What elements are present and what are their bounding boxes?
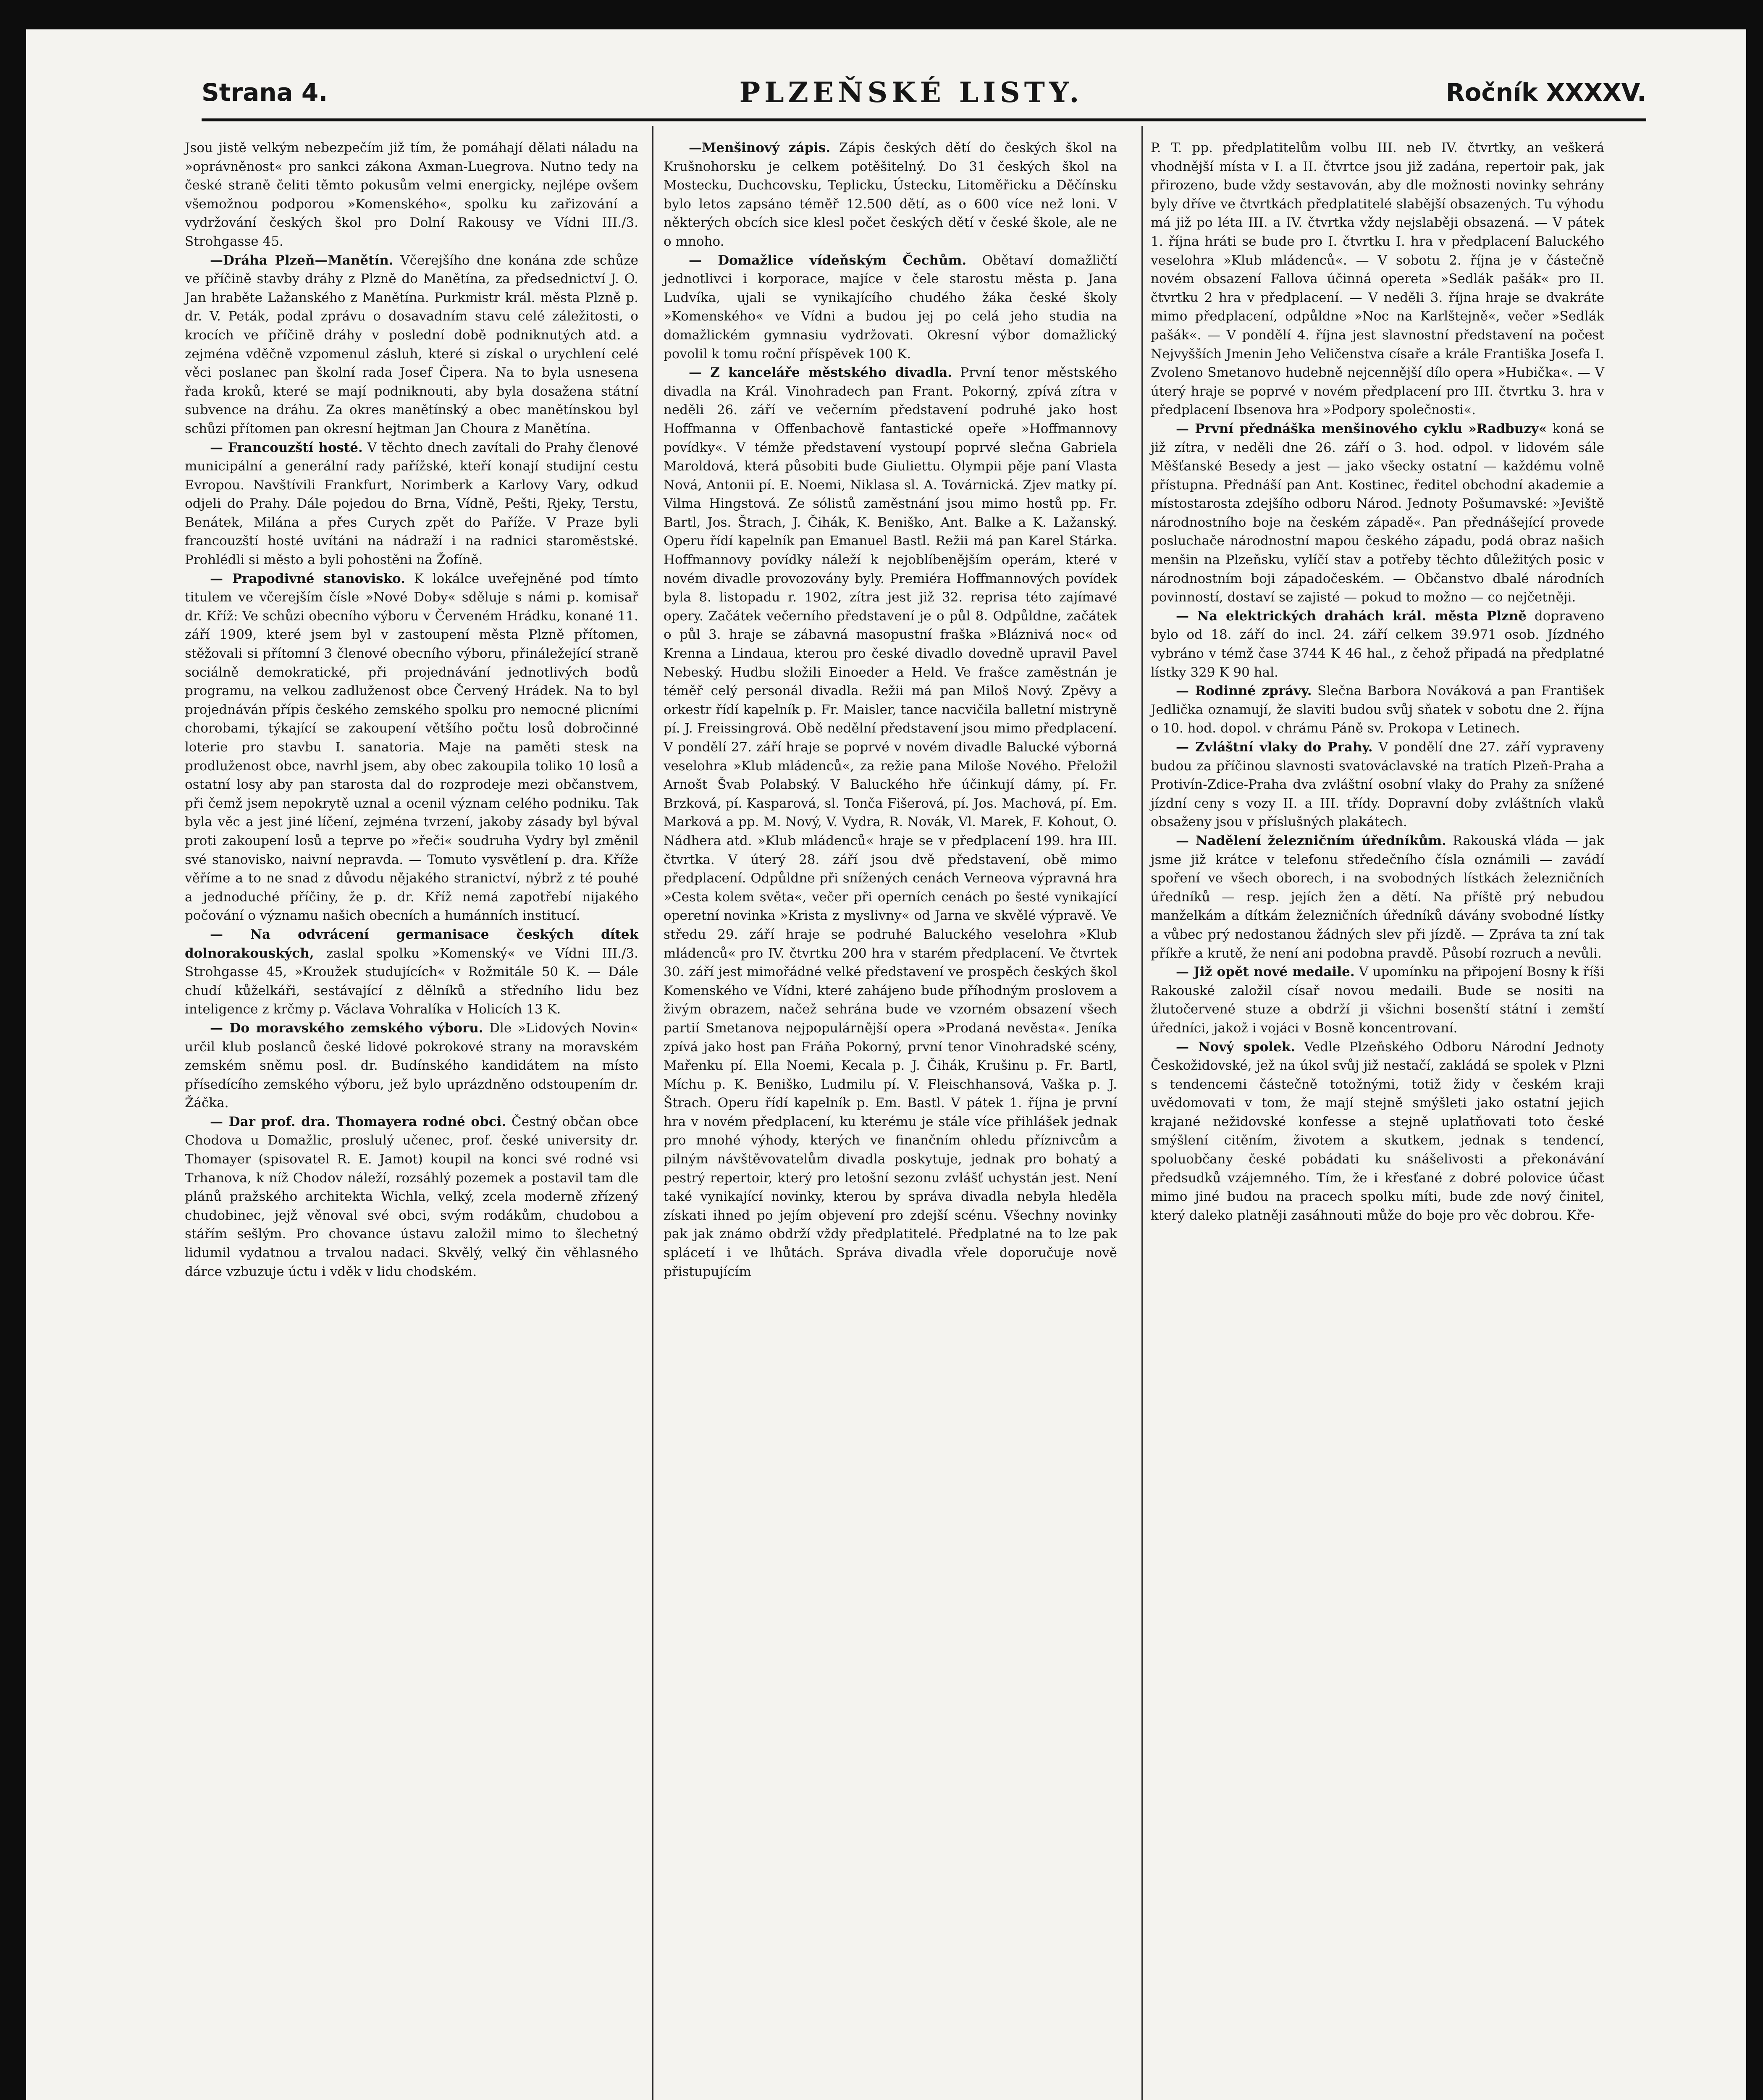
article-paragraph [1151, 139, 1604, 420]
article-body: V těchto dnech zavítali do Prahy členové municipální a generální rady pařížské, kteří konají studijní cestu Evropou. Navštívili Frankfurt, Norimberk a Karlovy Vary, odkud odjeli do Prahy. Dále pojedou do Brna, Vídně, Pešti, Rjeky, Terstu, Benátek, Milána a přes Curych zpět do Paříže. V Praze byli francouzští hosté uvítáni na nádraží i na radnici staroměstské. Prohlédli si město a byli pohostěni na Žofíně. [185, 440, 638, 568]
article-body: Rakouská vláda — jak jsme již krátce v telefonu středečního čísla oznámili — zavádí spoření ve všech oborech, i na svobodných lístkách železničních úředníků — resp. jejích žen a dětí. Na příště prý nebudou manželkám a dítkám železničních úředníků dávány svobodné lístky a vůbec prý nedostanou žádných slev při jízdě. — Zpráva ta zní tak příkře a krutě, že není ani podobna pravdě. Působí rozruch a nevůli. [1151, 833, 1605, 961]
scan-border-left [0, 0, 26, 2100]
article-paragraph [1151, 682, 1604, 738]
article-body: P. T. pp. předplatitelům volbu III. neb IV. čtvrtky, an veškerá vhodnější místa v I. a II. čtvrtce jsou již zadána, repertoir pak, jak přirozeno, bude vždy sestavován, aby dle možnosti novinky sehrány byly dříve ve čtvrtkách předplatitelé slabější obsazených. Tu výhodu má již po léta III. a IV. čtvrtka vždy nejslaběji obsazená. — V pátek 1. října hráti se bude pro I. čtvrtku I. hra v předplacení Baluckého veselohra »Klub mládenců«. — V sobotu 2. října je v částečně novém obsazení Fallova účinná opereta »Sedlák pašák« pro II. čtvrtku 2 hra v předplacení. — V neděli 3. října hraje se dvakráte mimo předplacení, odpůldne »Noc na Karlštejně«, večer »Sedlák pašák«. — V pondělí 4. října jest slavnostní představení na počest Nejvyšších Jmenin Jeho Veličenstva císaře a krále Františka Josefa I. Zvoleno Smetanovo hudebně nejcennější dílo opera »Hubička«. — V úterý hraje se poprvé v novém předplacení pro III. čtvrtku 3. hra v předplacení Ibsenova hra »Podpory společnosti«. [1151, 140, 1604, 418]
column-divider [652, 126, 653, 2100]
article-paragraph [185, 570, 638, 925]
article-body: koná se již zítra, v neděli dne 26. září o 3. hod. odpol. v lidovém sále Měšťanské Besedy a jest — jako všecky ostatní — každému volně přístupna. Přednáší pan Ant. Kostinec, ředitel obchodní akademie a místostarosta zdejšího odboru Národ. Jednoty Pošumavské: »Jeviště národnostního boje na českém západě«. Pan přednášející provede posluchače národnostní mapou českého západu, podá obraz našich menšin na Plzeňsku, vylíčí stav a potřeby těchto důležitých posic v národnostním boji západočeském. — Občanstvo dbalé národních povinností, dostaví se zajisté — pokud to možno — co nejčetněji. [1151, 421, 1604, 605]
article-paragraph [664, 363, 1117, 1281]
column-divider [1141, 126, 1143, 2100]
article-paragraph [185, 438, 638, 570]
article-paragraph [185, 925, 638, 1019]
article-paragraph [1151, 1038, 1604, 1225]
article-paragraph [1151, 963, 1604, 1037]
article-headline: — Do moravského zemského výboru. [210, 1020, 483, 1036]
article-headline: — Již opět nové medaile. [1176, 964, 1355, 980]
article-headline: — Dar prof. dra. Thomayera rodné obci. [210, 1114, 506, 1129]
article-body: Čestný občan obce Chodova u Domažlic, proslulý učenec, prof. české university dr. Thomayer (spisovatel R. E. Jamot) koupil na konci své rodné vsi Trhanova, k níž Chodov náleží, rozsáhlý pozemek a postavil tam dle plánů pražského architekta Wichla, velký, zcela moderně zřízený chudobinec, jejž věnoval své obci, svým rodákům, chudobou a stářím sešlým. Pro chovance ústavu založil mimo to šlechetný lidumil vydatnou a trvalou nadaci. Skvělý, velký čin věhlasného dárce vzbuzuje úctu i vděk v lidu chodském. [185, 1114, 638, 1279]
scan-border-right [1746, 0, 1763, 2100]
column-2 [664, 139, 1117, 1281]
article-paragraph [185, 1019, 638, 1113]
article-body: V upomínku na připojení Bosny k říši Rakouské založil císař novou medaili. Bude se nositi na žlutočervené stuze a obdrží ji všichni bosenští státní i zemští úředníci, jakož i vojáci v Bosně koncentrovaní. [1151, 964, 1604, 1036]
article-body: Zápis českých dětí do českých škol na Krušnohorsku je celkem potěšitelný. Do 31 českých škol na Mostecku, Duchcovsku, Teplicku, Ústecku, Litoměřicku a Děčínsku bylo letos zapsáno téměř 12.500 dětí, as o 600 více než loni. V některých obcích sice klesl počet českých dětí v české škole, ale ne o mnoho. [664, 140, 1117, 249]
article-body: V pondělí dne 27. září vypraveny budou za příčinou slavnosti svatováclavské na tratích Plzeň-Praha a Protivín-Zdice-Praha dva zvláštní osobní vlaky do Prahy za snížené jízdní ceny s vozy II. a III. třídy. Dopravní doby zvláštních vlaků obsaženy jsou v příslušných plakátech. [1151, 740, 1604, 830]
article-paragraph [185, 139, 638, 251]
page-header [202, 74, 1646, 111]
article-paragraph [185, 251, 638, 438]
article-body: Dle »Lidových Novin« určil klub poslanců české lidové pokrokové strany na moravském zemském sněmu posl. dr. Budínského kandidátem na místo přísedícího zemského výboru, jež bylo uprázdněno odstoupením dr. Žáčka. [185, 1020, 638, 1111]
article-body: K lokálce uveřejněné pod tímto titulem ve včerejším čísle »Nové Doby« sděluje s námi p. komisař dr. Kříž: Ve schůzi obecního výboru v Červeném Hrádku, konané 11. září 1909, které jsem byl v zastoupení města Plzně přítomen, stěžovali si přítomní 3 členové obecního výboru, přináležející straně sociálně demokratické, při projednávání jednotlivých bodů programu, na velkou zadluženost obce Červený Hrádek. Na to byl projednáván přípis českého zemského spolku pro nemocné plicními chorobami, týkající se zakoupení většího počtu losů dobročinné loterie pro stavbu I. sanatoria. Maje na paměti stesk na prodluženost obce, navrhl jsem, aby obec zakoupila toliko 10 losů a ostatní losy aby pan starosta dal do rozprodeje mezi občanstvem, při čemž jsem nepokrytě uznal a ocenil význam celého podniku. Tak byla věc a jest jiné líčení, zejména tvrzení, jakoby zásady byl býval proti zakoupení losů a teprve po »řeči« soudruha Vydry byl změnil své stanovisko, naivní nepravda. — Tomuto vysvětlení p. dra. Kříže věříme a to ne snad z důvodu nějakého stranictví, nýbrž z té pouhé a jednoduché příčiny, že p. dr. Kříž nemá zapotřebí nijakého počování o významu našich obecních a humánních institucí. [185, 571, 638, 924]
article-body: Vedle Plzeňského Odboru Národní Jednoty Českožidovské, jež na úkol svůj již nestačí, zakládá se spolek v Plzni s tendencemi částečně totožnými, totiž židy v českém kraji uvědomovati v tom, že mají stejně smýšleti jako ostatní jejich krajané nežidovské konfesse a stejně uplatňovati toto české smýšlení citěním, životem a skutkem, jednak s tendencí, spoluobčany české pobádati ku snášelivosti a překonávání předsudků vzájemného. Tím, že i křesťané z dobré polovice účast mimo jiné budou na pracech spolku míti, bude zde nový činitel, který daleko platněji zasáhnouti může do boje pro věc dobrou. Kře- [1151, 1039, 1605, 1223]
scan-border-top [0, 0, 1763, 29]
article-body: Jsou jistě velkým nebezpečím již tím, že pomáhají dělati náladu na »oprávněnost« pro sankci zákona Axman-Luegrova. Nutno tedy na české straně čeliti těmto pokusům velmi energicky, nejlépe ovšem všemožnou podporou »Komenského«, spolku ku zařizování a vydržování českých škol pro Dolní Rakousy ve Vídni III./3. Strohgasse 45. [185, 140, 638, 249]
article-body: dopraveno bylo od 18. září do incl. 24. září celkem 39.971 osob. Jízdného vybráno v témž čase 3744 K 46 hal., z čehož připadá na předplatné lístky 329 K 90 hal. [1151, 608, 1604, 680]
column-3 [1151, 139, 1604, 1225]
article-headline: — Domažlice vídeňským Čechům. [689, 252, 967, 268]
article-paragraph [1151, 420, 1604, 607]
article-headline: — První přednáška menšinového cyklu »Radbuzy« [1176, 421, 1547, 436]
article-paragraph [1151, 607, 1604, 682]
article-body: Včerejšího dne konána zde schůze ve příčině stavby dráhy z Plzně do Manětína, za předsednictví J. O. Jan hraběte Lažanského z Manětína. Purkmistr král. města Plzně p. dr. V. Peták, podal zprávu o dosavadním stavu celé záležitosti, o krocích ve příčině dráhy v poslední době podniknutých atd. a zejména vděčně vzpomenul zásluh, které si získal o urychlení celé věci poslanec pan školní rada Josef Čipera. Na to byla usnesena řada kroků, které se mají podniknouti, aby byla dosažena státní subvence na dráhu. Za okres manětínský a obec manětínskou byl schůzi přítomen pan okresní hejtman Jan Choura z Manětína. [185, 252, 639, 436]
header-rule [202, 118, 1646, 121]
article-paragraph [664, 251, 1117, 364]
volume-number: Ročník XXXXV. [1446, 78, 1646, 107]
article-headline: —Dráha Plzeň—Manětín. [210, 252, 394, 268]
article-body: Obětaví domažličtí jednotlivci i korporace, majíce v čele starostu města p. Jana Ludvíka, ujali se vynikajícího chudého žáka české školy »Komenského« ve Vídni a budou jej po celá jeho studia na domažlickém gymnasiu vydržovati. Okresní výbor domažlický povolil k tomu roční příspěvek 100 K. [664, 252, 1117, 362]
article-headline: — Na odvrácení germanisace českých dítek dolnorakouských, [185, 927, 638, 961]
article-headline: — Zvláštní vlaky do Prahy. [1176, 740, 1373, 755]
article-body: Slečna Barbora Nováková a pan František Jedlička oznamují, že slaviti budou svůj sňatek v sobotu dne 2. října o 10. hod. dopol. v chrámu Páně sv. Prokopa v Letinech. [1151, 683, 1604, 736]
article-body: První tenor městského divadla na Král. Vinohradech pan Frant. Pokorný, zpívá zítra v neděli 26. září ve večerním představení podruhé jako host Hoffmanna v Offenbachově fantastické opeře »Hoffmannovy povídky«. V témže představení vystoupí poprvé slečna Gabriela Maroldová, která působiti bude Giuliettu. Olympii pěje paní Vlasta Nová, Antonii pí. E. Noemi, Niklasa sl. A. Továrnická. Zjev matky pí. Vilma Hingstová. Ze sólistů zaměstnání jsou mimo hostů pp. Fr. Bartl, Jos. Štrach, J. Čihák, K. Beniško, Ant. Balke a K. Lažanský. Operu řídí kapelník pan Emanuel Bastl. Režii má pan Karel Stárka. Hoffmannovy povídky náleží k nejoblíbenějším operám, které v novém divadle provozovány byly. Premiéra Hoffmannových povídek byla 8. listopadu r. 1902, zítra jest již 32. reprisa této zajímavé opery. Začátek večerního představení je o půl 8. Odpůldne, začátek o půl 3. hraje se zábavná masopustní fraška »Bláznivá noc« od Krenna a Lindaua, kterou pro české divadlo dovedně upravil Pavel Nebeský. Hudbu složili Einoeder a Held. Ve frašce zaměstnán je téměř celý personál divadla. Režii má pan Miloš Nový. Zpěvy a orkestr řídí kapelník p. Fr. Maisler, tance nacvičila balletní mistryně pí. J. Freissingrová. Obě nedělní představení jsou mimo předplacení. V pondělí 27. září hraje se poprvé v novém divadle Balucké výborná veselohra »Klub mládenců«, za režie pana Miloše Nového. Přeložil Arnošt Švab Polabský. V Baluckého hře účinkují dámy, pí. Fr. Brzková, pí. Kasparová, sl. Tonča Fišerová, pí. Jos. Machová, pí. Em. Marková a pp. M. Nový, V. Vydra, R. Novák, Vl. Marek, F. Kohout, O. Nádhera atd. »Klub mládenců« hraje se v předplacení 199. hra III. čtvrtka. V úterý 28. září jsou dvě představení, obě mimo předplacení. Odpůldne při snížených cenách Verneova výpravná hra »Cesta kolem světa«, večer při operních cenách po šesté vynikající operetní novinka »Krista z myslivny« od Jarna ve skvělé výpravě. Ve středu 29. září hraje se podruhé Baluckého veselohra »Klub mládenců« pro IV. čtvrtku 200 hra v starém předplacení. Ve čtvrtek 30. září jest mimořádné velké představení ve prospěch českých škol Komenského ve Vídni, které zahájeno bude příhodným proslovem a živým obrazem, načež sehrána bude ve vzorném obsazení všech partií Smetanova nejpopulárnější opera »Prodaná nevěsta«. Jeníka zpívá jako host pan Fráňa Pokorný, první tenor Vinohradské scény, Mařenku pí. Ella Noemi, Kecala p. J. Čihák, Krušinu p. Fr. Bartl, Míchu p. K. Beniško, Ludmilu pí. V. Fleischhansová, Vaška p. J. Štrach. Operu řídí kapelník p. Em. Bastl. V pátek 1. října je první hra v novém předplacení, ku kterému je stále více přihlášek jednak pro mnohé výhody, kterých ve finančním ohledu příznivcům a pilným návštěvovatelům divadla poskytuje, jednak pro bohatý a pestrý repertoir, který pro letošní sezonu zvlášť uchystán jest. Není také vynikající novinky, kterou by správa divadla nebyla hleděla získati ihned po jejím objevení pro zdejší scénu. Všechny novinky pak jak známo obdrží vždy předplatitelé. Předplatné na to lze pak splácetí i ve lhůtách. Správa divadla vřele doporučuje nově přistupujícím [664, 365, 1117, 1279]
article-headline: — Z kanceláře městského divadla. [689, 365, 952, 381]
article-headline: —Menšinový zápis. [689, 140, 831, 155]
article-headline: — Nadělení železničním úředníkům. [1176, 833, 1446, 848]
column-1 [185, 139, 638, 1281]
article-headline: — Nový spolek. [1176, 1039, 1296, 1055]
article-headline: — Francouzští hosté. [210, 440, 363, 455]
article-paragraph [664, 139, 1117, 251]
page-number: Strana 4. [202, 78, 328, 107]
article-body: zaslal spolku »Komenský« ve Vídni III./3. Strohgasse 45, »Kroužek studujících« v Rožmitále 50 K. — Dále chudí kůželkáři, sestávající z dělníků a středního lidu bez inteligence z krčmy p. Václava Vohralíka v Holicích 13 K. [185, 945, 638, 1017]
article-paragraph [1151, 738, 1604, 832]
article-headline: — Prapodivné stanovisko. [210, 571, 405, 586]
article-headline: — Rodinné zprávy. [1176, 683, 1312, 699]
article-headline: — Na elektrických drahách král. města Plzně [1176, 608, 1527, 624]
newspaper-title: PLZEŇSKÉ LISTY. [739, 76, 1084, 109]
article-paragraph [1151, 832, 1604, 963]
article-paragraph [185, 1113, 638, 1281]
